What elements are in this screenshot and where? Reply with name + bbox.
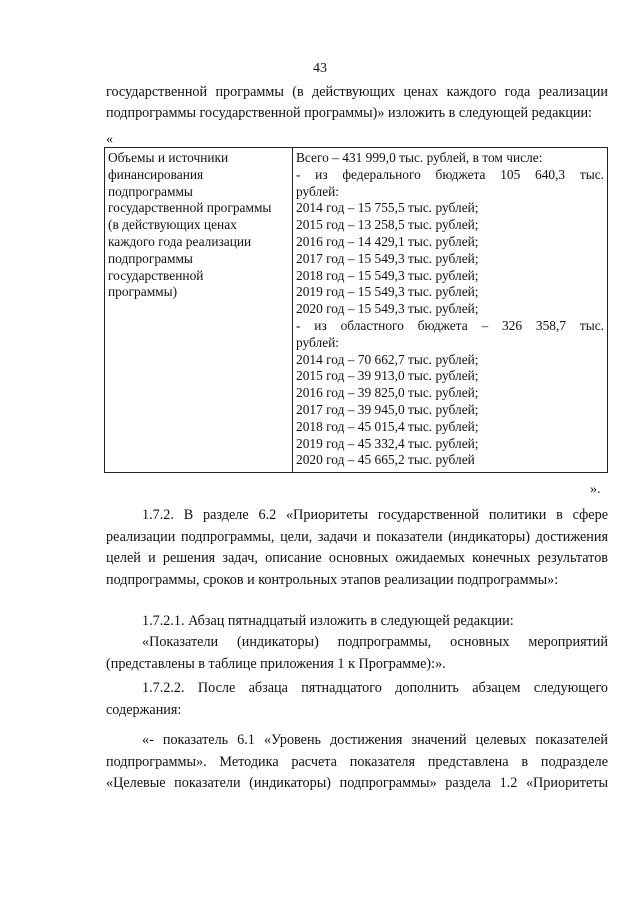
paragraph-indicators bbox=[106, 632, 608, 675]
total-line: Всего – 431 999,0 тыс. рублей, в том числе: bbox=[296, 150, 543, 165]
paragraph-1-7-2 bbox=[106, 505, 608, 591]
paragraph-line: «Показатели (индикаторы) подпрограммы, основных мероприятий bbox=[142, 634, 608, 650]
federal-year-line: 2020 год – 15 549,3 тыс. рублей; bbox=[296, 301, 479, 317]
federal-year-line: 2016 год – 14 429,1 тыс. рублей; bbox=[296, 233, 479, 249]
label-line: государственной bbox=[108, 267, 204, 283]
paragraph-line: подпрограммы». Методика расчета показателя представлена в подразделе bbox=[106, 753, 608, 770]
regional-year-line: 2018 год – 45 015,4 тыс. рублей; bbox=[296, 418, 479, 434]
paragraph-1-7-2-2 bbox=[106, 678, 608, 721]
label-line: программы) bbox=[108, 284, 178, 300]
paragraph-line: (представлены в таблице приложения 1 к Программе):». bbox=[106, 655, 446, 672]
regional-year-line: 2016 год – 39 825,0 тыс. рублей; bbox=[296, 385, 479, 401]
federal-year-line: 2018 год – 15 549,3 тыс. рублей; bbox=[296, 267, 479, 283]
paragraph-line: «- показатель 6.1 «Уровень достижения значений целевых показателей bbox=[142, 732, 608, 748]
label-line: государственной программы bbox=[108, 200, 272, 216]
regional-budget-unit: рублей: bbox=[296, 334, 340, 350]
label-line: подпрограммы bbox=[108, 183, 193, 199]
paragraph-1-7-2-1 bbox=[106, 611, 608, 633]
label-line: финансирования bbox=[108, 166, 204, 182]
regional-year-line: 2017 год – 39 945,0 тыс. рублей; bbox=[296, 401, 479, 417]
paragraph-indicator-6-1 bbox=[106, 730, 608, 795]
table-row bbox=[105, 148, 608, 473]
paragraph-line: реализации подпрограммы, цели, задачи и показатели (индикаторы) достижения bbox=[106, 528, 608, 545]
regional-year-line: 2020 год – 45 665,2 тыс. рублей bbox=[296, 452, 475, 468]
federal-budget-line: - из федерального бюджета 105 640,3 тыс. bbox=[296, 166, 604, 182]
regional-year-line: 2015 год – 39 913,0 тыс. рублей; bbox=[296, 368, 479, 384]
paragraph-line: 1.7.2.1. Абзац пятнадцатый изложить в следующей редакции: bbox=[142, 613, 514, 629]
label-line: (в действующих ценах bbox=[108, 217, 237, 233]
regional-budget-line: - из областного бюджета – 326 358,7 тыс. bbox=[296, 317, 604, 333]
regional-year-line: 2019 год – 45 332,4 тыс. рублей; bbox=[296, 435, 479, 451]
federal-year-line: 2014 год – 15 755,5 тыс. рублей; bbox=[296, 200, 479, 216]
federal-budget-unit: рублей: bbox=[296, 183, 340, 199]
intro-line: подпрограммы государственной программы)» изложить в следующей редакции: bbox=[106, 105, 592, 121]
financing-values-cell bbox=[293, 148, 608, 473]
intro-line: государственной программы (в действующих ценах каждого года реализации bbox=[106, 84, 608, 100]
closing-quote: ». bbox=[590, 482, 601, 497]
federal-year-line: 2017 год – 15 549,3 тыс. рублей; bbox=[296, 250, 479, 266]
paragraph-line: подпрограммы, сроков и контрольных этапов реализации подпрограммы»: bbox=[106, 571, 559, 588]
label-line: подпрограммы bbox=[108, 250, 193, 266]
page-number: 43 bbox=[313, 61, 327, 76]
paragraph-line: «Целевые показатели (индикаторы) подпрограммы» раздела 1.2 «Приоритеты bbox=[106, 775, 608, 791]
intro-text bbox=[106, 82, 608, 124]
paragraph-line: целей и решения задач, описание основных ожидаемых конечных результатов bbox=[106, 550, 608, 566]
label-line: Объемы и источники bbox=[108, 150, 229, 165]
paragraph-line: 1.7.2. В разделе 6.2 «Приоритеты государственной политики в сфере bbox=[142, 507, 608, 523]
financing-table bbox=[104, 147, 608, 473]
opening-quote: « bbox=[106, 132, 113, 147]
federal-year-line: 2019 год – 15 549,3 тыс. рублей; bbox=[296, 284, 479, 300]
label-line: каждого года реализации bbox=[108, 233, 252, 249]
regional-year-line: 2014 год – 70 662,7 тыс. рублей; bbox=[296, 351, 479, 367]
federal-year-line: 2015 год – 13 258,5 тыс. рублей; bbox=[296, 217, 479, 233]
paragraph-line: 1.7.2.2. После абзаца пятнадцатого дополнить абзацем следующего bbox=[142, 680, 608, 696]
financing-label-cell bbox=[105, 148, 293, 473]
paragraph-line: содержания: bbox=[106, 701, 182, 718]
